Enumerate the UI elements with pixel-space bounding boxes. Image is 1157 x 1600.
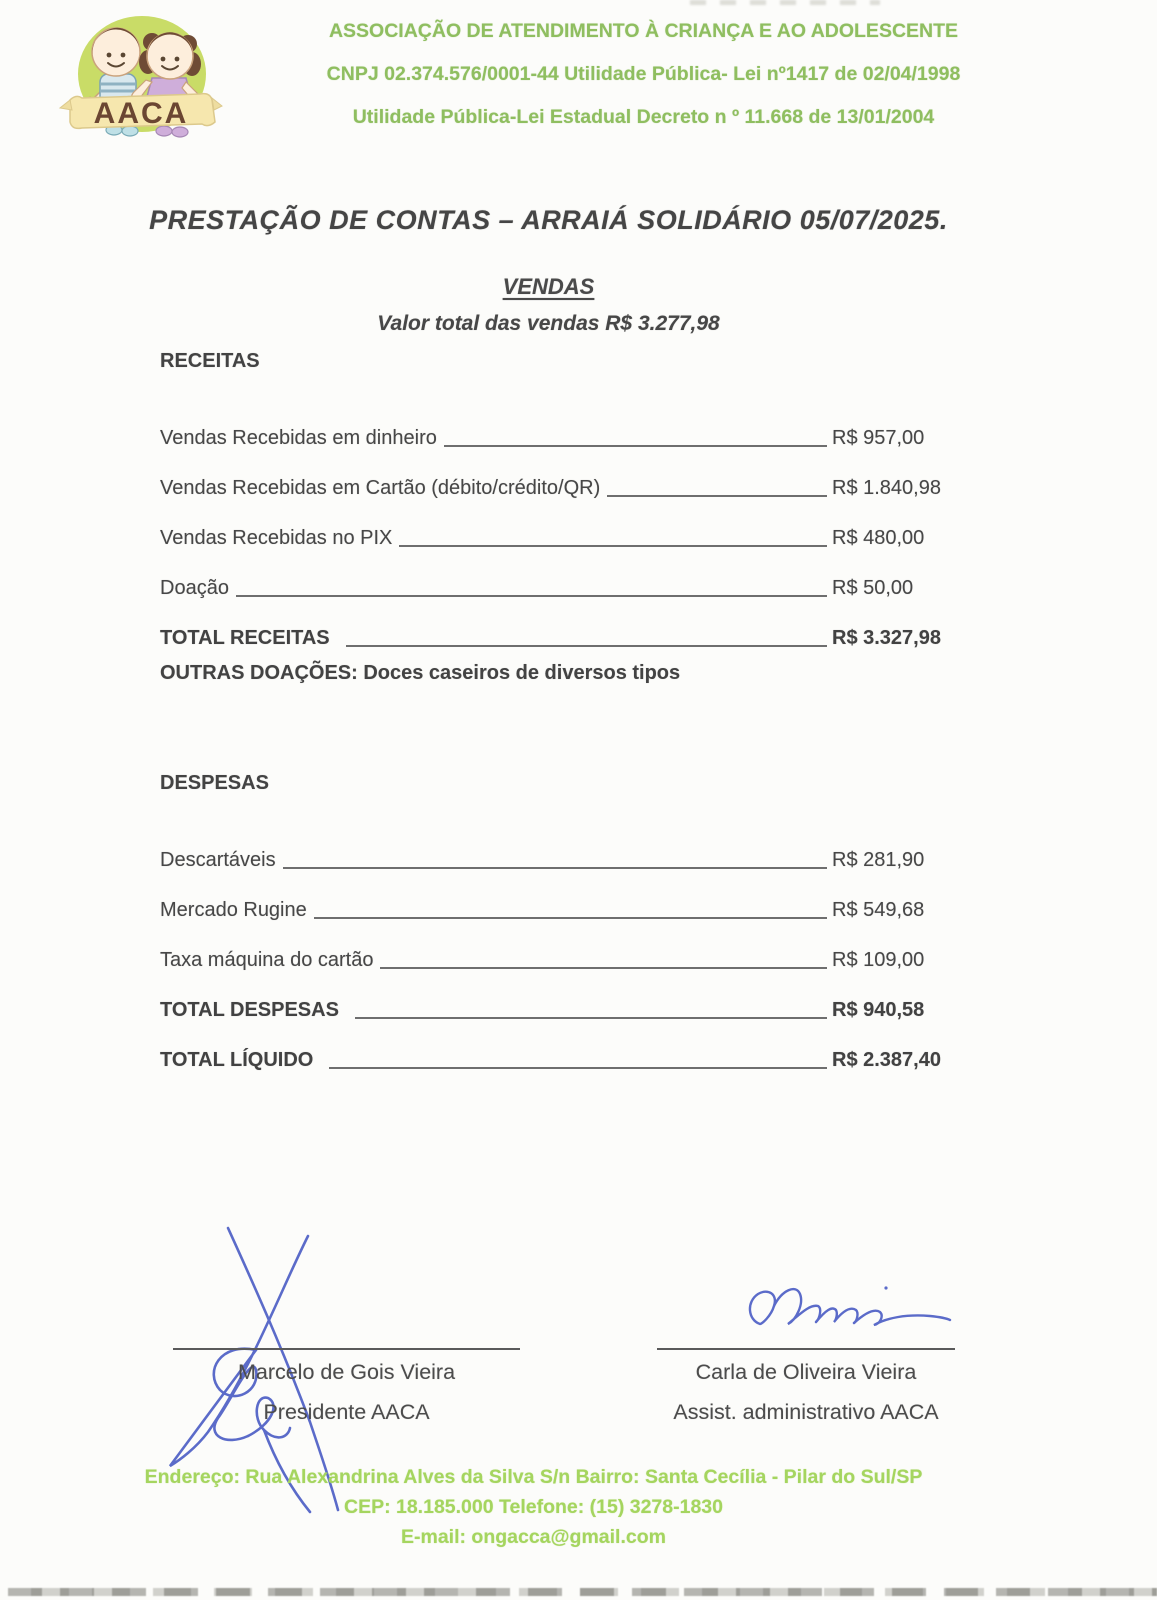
- row-value: R$ 480,00: [832, 527, 925, 549]
- other-donations-note: OUTRAS DOAÇÕES: Doces caseiros de diversos tipos: [160, 662, 681, 684]
- despesas-heading: DESPESAS: [160, 772, 269, 794]
- row-value: R$ 109,00: [832, 949, 925, 971]
- row-value: R$ 549,68: [832, 899, 925, 921]
- row-label: Vendas Recebidas em Cartão (débito/crédito/QR): [160, 477, 601, 499]
- row-label: Descartáveis: [160, 849, 276, 871]
- row-label: Mercado Rugine: [160, 899, 307, 921]
- row-label: Taxa máquina do cartão: [160, 949, 374, 971]
- president-name: Marcelo de Gois Vieira: [237, 1360, 456, 1384]
- assistant-signature-ink: [738, 1280, 958, 1336]
- ruled-line: [399, 545, 827, 547]
- ruled-line: [346, 645, 827, 647]
- total-receitas-value: R$ 3.327,98: [832, 627, 941, 649]
- org-name: ASSOCIAÇÃO DE ATENDIMENTO À CRIANÇA E AO ADOLESCENTE: [328, 20, 959, 42]
- total-despesas-row: [160, 978, 970, 1022]
- org-decree-line: Utilidade Pública-Lei Estadual Decreto n º 11.668 de 13/01/2004: [352, 106, 935, 128]
- scan-artifact-top: [690, 0, 880, 5]
- total-receitas-row: [160, 606, 970, 650]
- assistant-name: Carla de Oliveira Vieira: [695, 1360, 917, 1384]
- president-role: Presidente AACA: [263, 1400, 430, 1424]
- ruled-line: [329, 1067, 827, 1069]
- receitas-heading: RECEITAS: [160, 350, 260, 372]
- row-label: Vendas Recebidas no PIX: [160, 527, 393, 549]
- ruled-line: [283, 867, 827, 869]
- despesa-row: [160, 878, 970, 922]
- assistant-role: Assist. administrativo AACA: [673, 1400, 939, 1424]
- total-despesas-value: R$ 940,58: [832, 999, 925, 1021]
- receita-row: [160, 556, 970, 600]
- row-label: Vendas Recebidas em dinheiro: [160, 427, 437, 449]
- row-value: R$ 281,90: [832, 849, 925, 871]
- ruled-line: [236, 595, 827, 597]
- logo-wordmark: AACA: [93, 97, 189, 130]
- footer-cep-phone: CEP: 18.185.000 Telefone: (15) 3278-1830: [343, 1496, 723, 1518]
- letterhead: [170, 20, 1117, 149]
- signature-line-assistant: [657, 1348, 955, 1350]
- statement-body: [160, 350, 970, 1072]
- total-despesas-label: TOTAL DESPESAS: [160, 999, 339, 1021]
- row-value: R$ 957,00: [832, 427, 925, 449]
- ruled-line: [607, 495, 827, 497]
- ruled-line: [355, 1017, 827, 1019]
- total-liquido-label: TOTAL LÍQUIDO: [160, 1049, 314, 1071]
- footer-address: Endereço: Rua Alexandrina Alves da Silva S/n Bairro: Santa Cecília - Pilar do Sul/SP: [144, 1466, 923, 1488]
- footer: [0, 1462, 1067, 1552]
- receita-row: [160, 456, 970, 500]
- total-liquido-value: R$ 2.387,40: [832, 1049, 941, 1071]
- receita-row: [160, 406, 970, 450]
- president-signature-block: [173, 1360, 520, 1425]
- vendas-heading: VENDAS: [502, 274, 595, 299]
- page-title: PRESTAÇÃO DE CONTAS – ARRAIÁ SOLIDÁRIO 05/07/2025.: [149, 205, 948, 235]
- assistant-signature-block: [657, 1360, 955, 1425]
- row-value: R$ 1.840,98: [832, 477, 941, 499]
- ruled-line: [314, 917, 827, 919]
- total-liquido-row: [160, 1028, 970, 1072]
- sales-total-line: Valor total das vendas R$ 3.277,98: [377, 312, 720, 335]
- despesa-row: [160, 828, 970, 872]
- receita-row: [160, 506, 970, 550]
- signature-line-president: [173, 1348, 520, 1350]
- scan-artifact-bottom: [8, 1588, 1157, 1596]
- total-receitas-label: TOTAL RECEITAS: [160, 627, 330, 649]
- ruled-line: [444, 445, 827, 447]
- row-label: Doação: [160, 577, 229, 599]
- despesa-row: [160, 928, 970, 972]
- footer-email: E-mail: ongacca@gmail.com: [400, 1526, 666, 1548]
- ruled-line: [380, 967, 827, 969]
- row-value: R$ 50,00: [832, 577, 914, 599]
- org-cnpj-line: CNPJ 02.374.576/0001-44 Utilidade Pública- Lei nº1417 de 02/04/1998: [326, 63, 961, 85]
